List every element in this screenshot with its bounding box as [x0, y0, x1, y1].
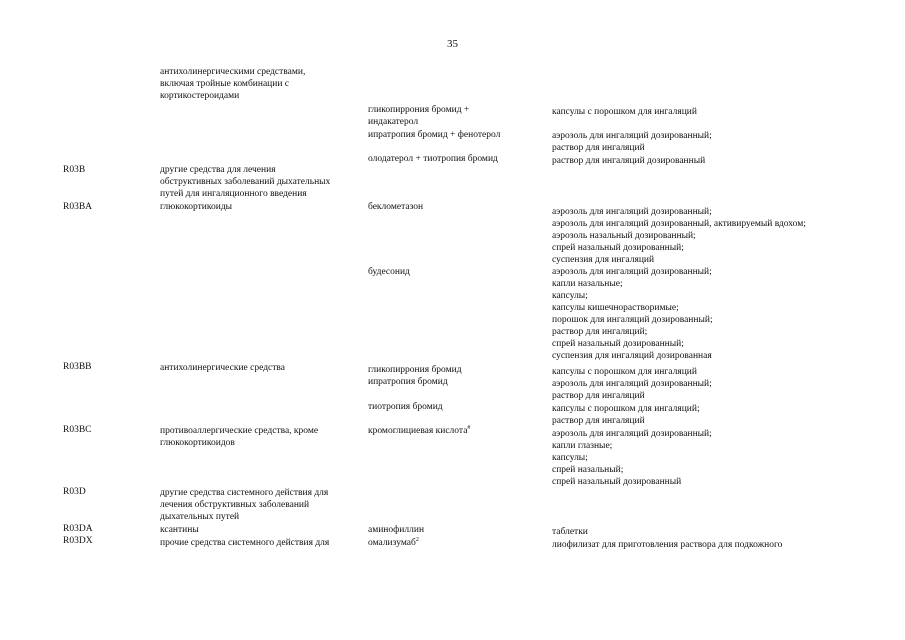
dosage-form: аэрозоль для ингаляций дозированный; капли назальные; капсулы; капсулы кишечнорастворимые; порошок для ингаляций дозированный; раствор для ингаляций; спрей назальный дозированный; суспензия для ингаляций дозированная [552, 267, 713, 361]
footnote-marker: 2 [415, 537, 419, 543]
drug-name: гликопиррония бромид [368, 365, 462, 375]
drug-name: будесонид [368, 267, 410, 277]
drug-name: кромоглициевая кислота# [368, 425, 471, 436]
dosage-form: аэрозоль для ингаляций дозированный; раствор для ингаляций [552, 379, 712, 401]
dosage-form: таблетки [552, 527, 588, 537]
group-text: антихолинергические средства [160, 363, 285, 373]
drug-name: беклометазон [368, 202, 424, 212]
drug-name: тиотропия бромид [368, 402, 443, 412]
group-text: противоаллергические средства, кроме глюкокортикоидов [160, 426, 319, 448]
dosage-form: аэрозоль для ингаляций дозированный; раствор для ингаляций [552, 131, 712, 153]
dosage-form: капсулы с порошком для ингаляций [552, 367, 697, 377]
group-text: ксантины [160, 525, 199, 535]
atc-code: R03BC [63, 425, 92, 435]
page-number: 35 [447, 38, 458, 50]
atc-code: R03BA [63, 202, 93, 212]
atc-code: R03D [63, 487, 86, 497]
drug-name: омализумаб$^2$ [368, 537, 419, 548]
group-text: глюкокортикоиды [160, 202, 233, 212]
drug-name: ипратропия бромид + фенотерол [368, 130, 501, 140]
dosage-form: аэрозоль для ингаляций дозированный; капли глазные; капсулы; спрей назальный; спрей назальный дозированный [552, 429, 712, 487]
atc-code: R03BB [63, 362, 92, 372]
group-text: другие средства системного действия для лечения обструктивных заболеваний дыхательных путей [160, 488, 329, 522]
dosage-form: аэрозоль для ингаляций дозированный; аэрозоль для ингаляций дозированный, активируемый вдохом; аэрозоль назальный дозированный; спрей назальный дозированный; суспензия для ингаляций [552, 207, 806, 265]
dosage-form: капсулы с порошком для ингаляций [552, 107, 697, 117]
drug-name: гликопиррония бромид + индакатерол [368, 105, 470, 127]
dosage-form: раствор для ингаляций дозированный [552, 156, 706, 166]
atc-code: R03DA [63, 524, 93, 534]
drug-name: олодатерол + тиотропия бромид [368, 154, 498, 164]
group-text: прочие средства системного действия для [160, 538, 330, 548]
footnote-marker: # [467, 425, 471, 431]
group-text: другие средства для лечения обструктивных заболеваний дыхательных путей для ингаляционного введения [160, 165, 331, 199]
dosage-form: лиофилизат для приготовления раствора для подкожного [552, 540, 783, 550]
atc-code: R03B [63, 165, 86, 175]
dosage-form: капсулы с порошком для ингаляций; раствор для ингаляций [552, 404, 700, 426]
drug-name: ипратропия бромид [368, 377, 448, 387]
drug-name: аминофиллин [368, 525, 425, 535]
atc-code: R03DX [63, 536, 93, 546]
group-text: антихолинергическими средствами, включая тройные комбинации с кортикостероидами [160, 67, 306, 101]
